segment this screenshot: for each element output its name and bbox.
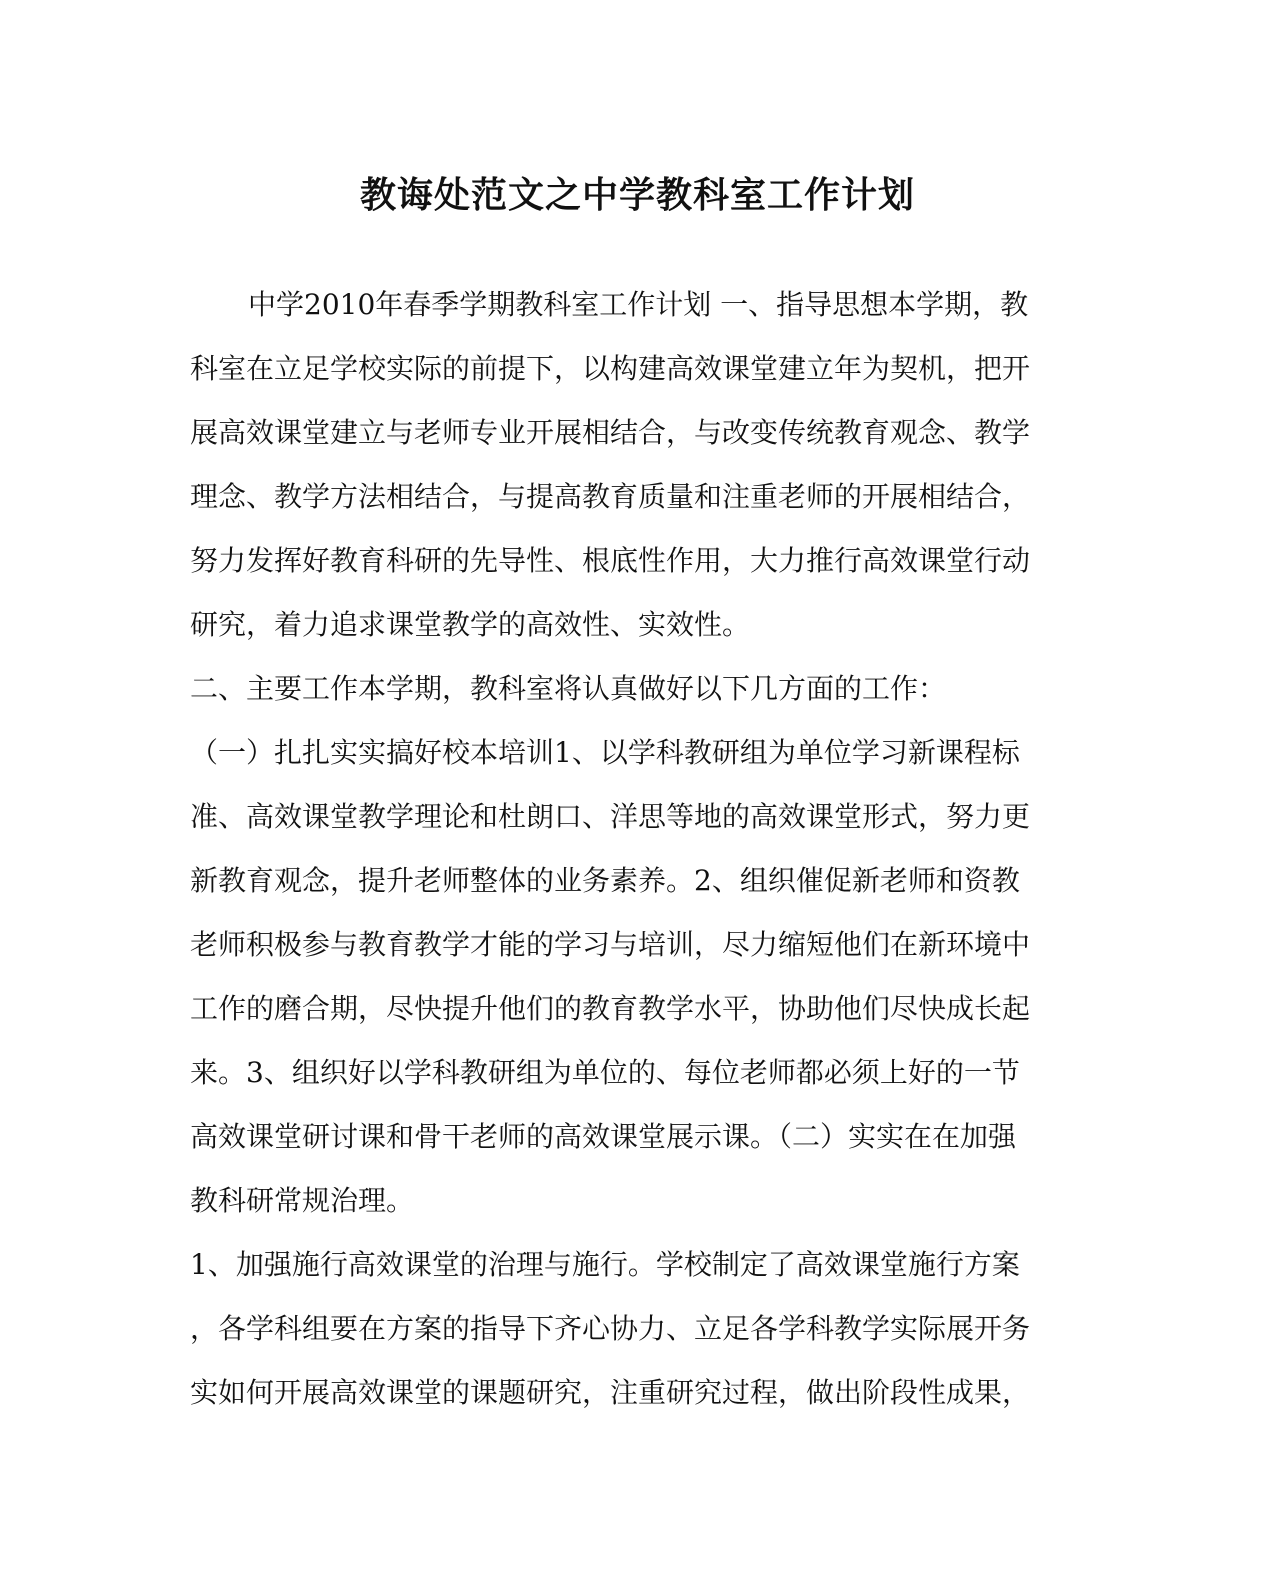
paragraph-line: 老师积极参与教育教学才能的学习与培训，尽力缩短他们在新环境中	[190, 928, 1031, 961]
paragraph-line: 实如何开展高效课堂的课题研究，注重研究过程，做出阶段性成果，	[190, 1376, 1031, 1409]
document-title: 教诲处范文之中学教科室工作计划	[359, 174, 915, 216]
paragraph-line: 1、加强施行高效课堂的治理与施行。学校制定了高效课堂施行方案	[190, 1248, 1020, 1281]
paragraph-line: 高效课堂研讨课和骨干老师的高效课堂展示课。（二）实实在在加强	[190, 1120, 1017, 1153]
paragraph-line: 努力发挥好教育科研的先导性、根底性作用，大力推行高效课堂行动	[190, 544, 1031, 577]
paragraph-line: （一）扎扎实实搞好校本培训1、以学科教研组为单位学习新课程标	[190, 736, 1020, 769]
paragraph-line: 准、高效课堂教学理论和杜朗口、洋思等地的高效课堂形式，努力更	[190, 800, 1031, 833]
paragraph-line: 研究，着力追求课堂教学的高效性、实效性。	[190, 608, 751, 641]
paragraph-line: 教科研常规治理。	[190, 1184, 415, 1217]
paragraph-line: 理念、教学方法相结合，与提高教育质量和注重老师的开展相结合，	[190, 480, 1031, 513]
paragraph-line: ，各学科组要在方案的指导下齐心协力、立足各学科教学实际展开务	[190, 1312, 1031, 1345]
paragraph-line: 展高效课堂建立与老师专业开展相结合，与改变传统教育观念、教学	[190, 416, 1031, 449]
paragraph-line: 二、主要工作本学期，教科室将认真做好以下几方面的工作：	[190, 672, 947, 705]
paragraph-line: 新教育观念，提升老师整体的业务素养。2、组织催促新老师和资教	[190, 864, 1020, 897]
paragraph-line: 科室在立足学校实际的前提下，以构建高效课堂建立年为契机，把开	[190, 352, 1031, 385]
paragraph-line: 来。3、组织好以学科教研组为单位的、每位老师都必须上好的一节	[190, 1056, 1020, 1089]
paragraph-line: 工作的磨合期，尽快提升他们的教育教学水平，协助他们尽快成长起	[190, 992, 1031, 1025]
paragraph-line: 中学2010年春季学期教科室工作计划 一、指导思想本学期，教	[248, 288, 1029, 321]
